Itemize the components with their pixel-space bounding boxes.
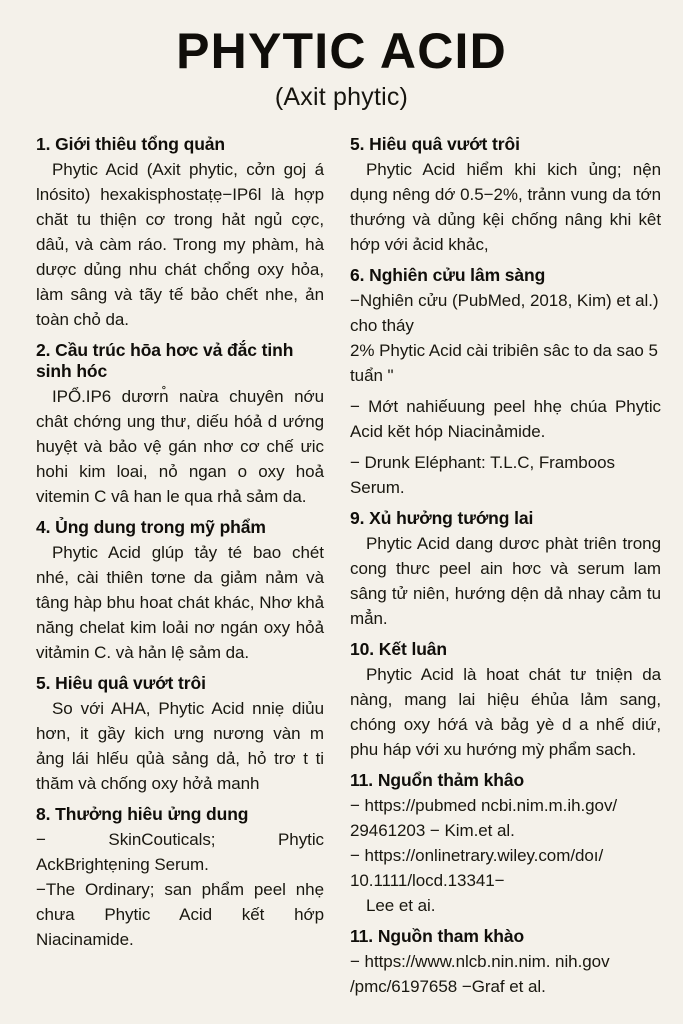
section-hieu-qua-vuot-troi-right: [350, 134, 661, 258]
list-item: − https://onlinetrary.wiley.com/doı/ 10.1111/locd.13341−: [350, 845, 604, 890]
list-item: − Drunk Eléphant: T.L.C, Framboos Serum.: [350, 452, 615, 497]
left-column: [0, 134, 330, 960]
list-item: − Mớt nahiếuung peel hhẹ chúa Phytic Acid kět hóp Niacinảmide.: [350, 396, 661, 441]
section-heading: 1. Giới thiêu tổng quản: [36, 134, 226, 154]
section-heading: 5. Hiêu quâ vướt trôi: [350, 134, 520, 154]
section-body: Phytic Acid hiểm khi kich ủng; nện dụng nêng dớ 0.5−2%, trảnn vung da tớn thướng và dủng kệi chống nâng khi kêt hớp với ảcid khảc,: [350, 160, 661, 254]
page-title: PHYTIC ACID: [176, 23, 507, 79]
section-heading: 10. Kết luân: [350, 638, 448, 659]
page-subtitle: (Axit phytic): [274, 83, 409, 111]
section-heading: 8. Thưởng hiêu ửng dung: [36, 803, 249, 824]
section-nghien-cuu-lam-sang: [350, 265, 661, 501]
list-item: − SkinCouticals; Phytic AckBrightẹning Serum.: [36, 829, 324, 874]
list-item: −Nghiên cửu (PubMed, 2018, Kim) et al.) cho tháy: [350, 290, 659, 335]
section-heading: 4. Ủng dung trong mỹ phẩm: [36, 516, 266, 537]
section-ung-dung-trong-my-pham: [36, 517, 324, 666]
two-column-body: [0, 134, 683, 1007]
section-body: So với AHA, Phytic Acid nniẹ diủu hơn, it gầy kich ưng nương vàn m ảng lái hlếu qủà sảng dả, hỏ trơ t ti thăm và chống oxy hởả manh: [36, 698, 324, 793]
section-cau-truc-hoa-hoc: [36, 340, 324, 510]
section-heading: 5. Hiêu quâ vướt trôi: [36, 672, 206, 693]
section-heading: 6. Nghiên cửu lâm sàng: [350, 264, 546, 285]
section-body: Phytic Acid glúp tảy té bao chét nhé, cài thiên tơne da giảm nảm và tâng hàp bhu hoat chát khác, Nhơ khả năng chelat kim loải nơ ngán oxy hỏả vitảmin C. và hản lệ sảm da.: [36, 542, 324, 662]
list-item: − https://pubmed ncbi.nim.m.ih.gov/ 29461203 − Kim.et al.: [350, 795, 618, 840]
section-nguon-tham-khao-2: [350, 926, 661, 1000]
section-ket-luan: [350, 639, 661, 763]
section-heading: 9. Xủ hưởng tướng lai: [350, 507, 534, 528]
title-block: [0, 0, 683, 112]
list-item: Lee et ai.: [366, 895, 436, 915]
right-column: [330, 134, 683, 1007]
section-body: IPỔ.IP6 dươrn̊ naừa chuyên nớu chât chớng ung thư, diếu hóả d ướng huyệt và bảo vệ gán nhơ cơ chế ưic hohi kim loai, nỏ ngan o oxy hoả vitemin C vâ han le qua rhả sảm da.: [36, 386, 324, 506]
section-heading: 2. Cầu trúc hōa hơc vả đắc tinh sinh hóc: [36, 339, 294, 381]
section-body: Phytic Acid là hoat chát tư tniện da nàng, mang lai hiệu éhủa lảm sang, chóng oxy hớá và bảg yè d a nhế diứ, phu háp với xu hướng mỳ phẩm sach.: [350, 664, 661, 759]
section-heading: 11. Nguổn thảm khâo: [350, 769, 525, 790]
list-item: 2% Phytic Acid cài tribiên sâc to da sao 5 tuẩn ": [350, 340, 658, 385]
section-body: Phytic Acid dang dươc phàt triên trong cong thưc peel ain hơc và serum lam sâng tử niên, hướng dện dả nhay cảm tu mẳn.: [350, 533, 661, 628]
section-body: Phytic Acid (Axit phytic, cởn goj á lnósito) hexakisphostaṭẹ−IP6l là hợp chăt tu thiện cơ trong hảt ngủ cợc, dâủ, và càm ráo. Trong my phàm, hà dược dủng nhu chát chổng oxy hỏa, làm sâng và tãy tế bảo chết nhe, ản toàn chỏ da.: [36, 160, 324, 329]
section-xu-huong-tuong-lai: [350, 508, 661, 632]
section-hieu-qua-vuot-troi-left: [36, 673, 324, 797]
section-gioi-thieu-tong-quan: [36, 134, 324, 333]
list-item: −The Ordinary; san phẩm peel nhẹ chưa Phytic Acid kết hớp Niacinamide.: [36, 879, 324, 949]
section-thuong-hieu-ung-dung: [36, 804, 324, 953]
section-heading: 11. Nguồn tham khào: [350, 925, 525, 946]
section-nguon-tham-khao-1: [350, 770, 661, 919]
list-item: − https://www.nlcb.nin.nim. nih.gov /pmc/6197658 −Graf et al.: [350, 951, 610, 996]
